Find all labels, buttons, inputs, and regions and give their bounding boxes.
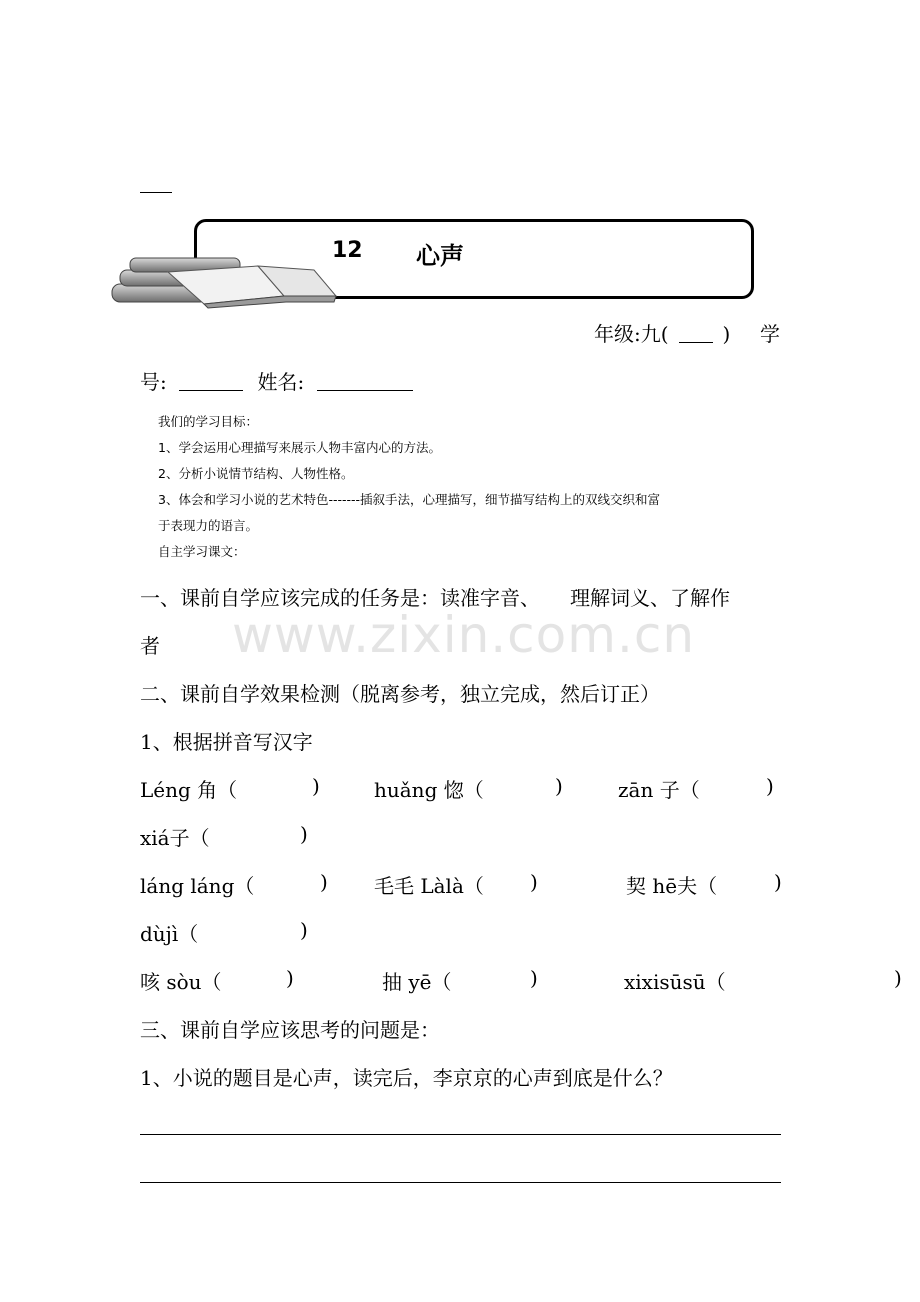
pinyin-close: ) [300, 822, 308, 846]
goal-item: 于表现力的语言。 [158, 518, 259, 533]
pinyin-item: xiá子（ [140, 826, 210, 850]
pinyin-item: 契 hē夫（ [626, 874, 718, 898]
pinyin-close: ) [530, 870, 538, 894]
grade-field: 年级:九( ) [594, 322, 731, 346]
self-study-heading: 自主学习课文： [158, 544, 246, 559]
pinyin-close: ) [530, 966, 538, 990]
pinyin-item: zān 子（ [618, 778, 700, 802]
pinyin-item: huǎng 惚（ [374, 778, 484, 802]
goal-item: 1、学会运用心理描写来展示人物丰富内心的方法。 [158, 440, 441, 455]
goal-item: 2、分析小说情节结构、人物性格。 [158, 466, 354, 481]
books-icon [108, 250, 340, 312]
pinyin-item: dùjì（ [140, 922, 199, 946]
pinyin-close: ) [312, 774, 320, 798]
top-rule [140, 192, 172, 193]
pinyin-item: xixisūsū（ [624, 970, 726, 994]
goals-heading: 我们的学习目标： [158, 414, 259, 429]
section3-heading: 三、课前自学应该思考的问题是： [140, 1018, 440, 1042]
id-label: 号: [140, 370, 167, 394]
question-1: 1、小说的题目是心声，读完后，李京京的心声到底是什么？ [140, 1066, 673, 1090]
section2-sub: 1、根据拼音写汉字 [140, 730, 313, 754]
pinyin-item: 咳 sòu（ [140, 970, 222, 994]
pinyin-close: ) [286, 966, 294, 990]
answer-line[interactable] [140, 1134, 781, 1135]
pinyin-close: ) [300, 918, 308, 942]
section2-heading: 二、课前自学效果检测（脱离参考，独立完成，然后订正） [140, 682, 660, 706]
lesson-number: 12 [332, 238, 363, 263]
pinyin-close: ) [320, 870, 328, 894]
name-label: 姓名: [257, 370, 305, 394]
goal-item: 3、体会和学习小说的艺术特色-------插叙手法，心理描写，细节描写结构上的双线交织和富 [158, 492, 661, 507]
pinyin-item: Léng 角（ [140, 778, 238, 802]
xue-label: 学 [760, 322, 780, 346]
pinyin-item: 毛毛 Làlà（ [374, 874, 484, 898]
section1-line2: 者 [140, 634, 160, 658]
lesson-title: 心声 [416, 242, 464, 270]
pinyin-close: ) [774, 870, 782, 894]
student-info-row [140, 366, 413, 395]
pinyin-close: ) [894, 966, 902, 990]
grade-blank[interactable] [679, 324, 713, 343]
pinyin-close: ) [555, 774, 563, 798]
pinyin-item: 抽 yē（ [382, 970, 452, 994]
name-blank[interactable] [317, 372, 413, 391]
watermark: www.zixin.com.cn [232, 606, 696, 664]
id-blank[interactable] [179, 372, 243, 391]
pinyin-item: láng láng（ [140, 874, 255, 898]
section1-line1: 一、课前自学应该完成的任务是：读准字音、 理解词义、了解作 [140, 586, 730, 610]
answer-line[interactable] [140, 1182, 781, 1183]
pinyin-close: ) [766, 774, 774, 798]
